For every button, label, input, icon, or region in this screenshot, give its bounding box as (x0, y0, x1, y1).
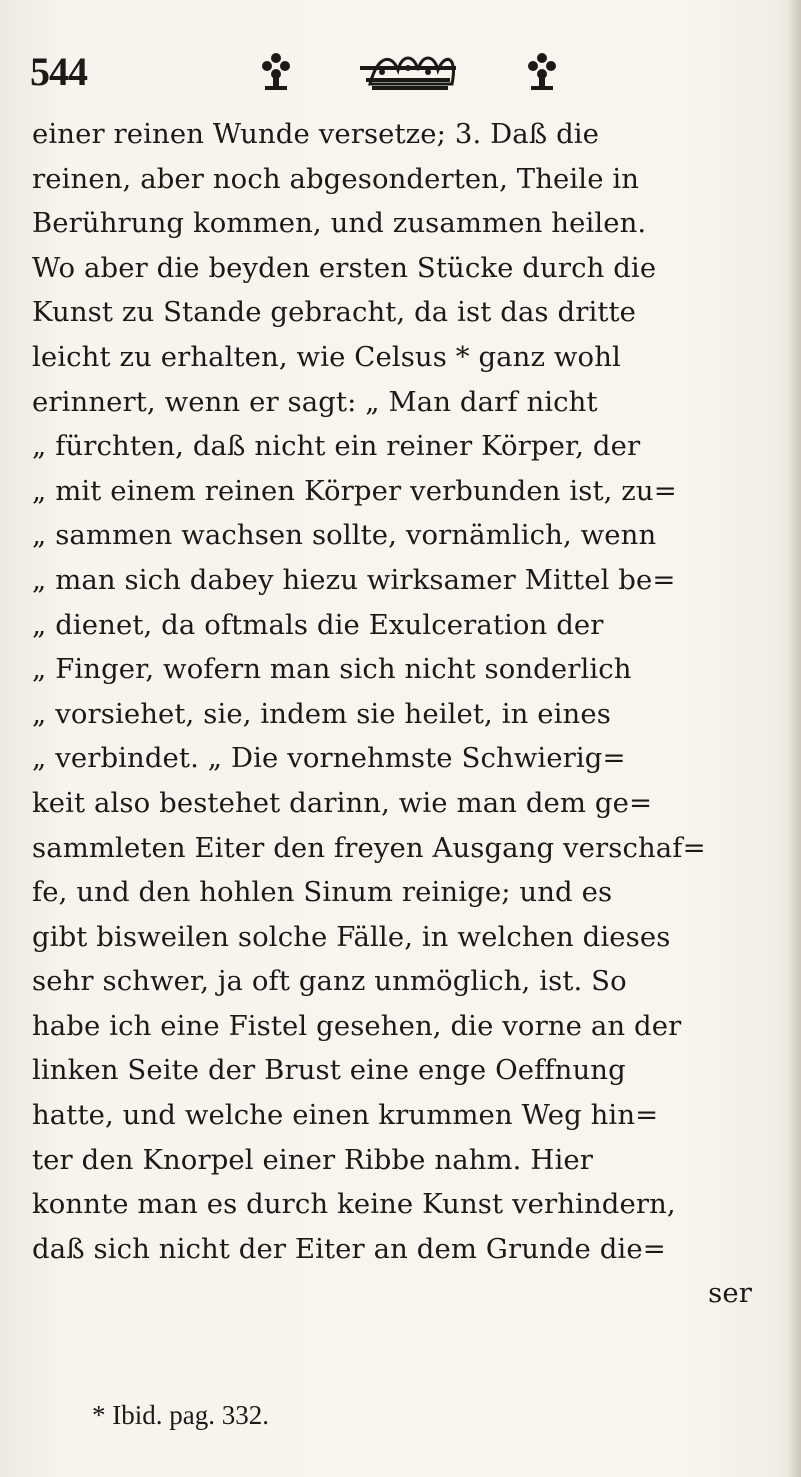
text-line: „ Finger, wofern man sich nicht sonderlich (32, 653, 632, 686)
text-line: erinnert, wenn er sagt: „ Man darf nicht (32, 385, 598, 418)
text-line: Berührung kommen, und zusammen heilen. (32, 207, 647, 240)
text-line: einer reinen Wunde versetze; 3. Daß die (32, 118, 600, 150)
text-line: „ sammen wachsen sollte, vornämlich, wenn (32, 519, 657, 552)
text-line: „ mit einem reinen Körper verbunden ist, zu= (32, 474, 677, 507)
footnote: * Ibid. pag. 332. (92, 1400, 269, 1430)
page-number: 544 (30, 49, 87, 94)
left-fleuron-icon (262, 53, 290, 90)
header-ornament-icon (252, 48, 572, 94)
text-line: Kunst zu Stande gebracht, da ist das dritte (32, 296, 637, 329)
right-fleuron-icon (528, 53, 556, 90)
catchword: ser (708, 1277, 752, 1310)
text-line: keit also bestehet darinn, wie man dem ge= (32, 786, 653, 819)
text-line: fe, und den hohlen Sinum reinige; und es (32, 876, 613, 909)
text-line: gibt bisweilen solche Fälle, in welchen dieses (32, 920, 671, 953)
text-line: Wo aber die beyden ersten Stücke durch die (32, 251, 657, 284)
text-line: reinen, aber noch abgesonderten, Theile in (32, 162, 640, 195)
text-line: „ man sich dabey hiezu wirksamer Mittel be= (32, 563, 676, 596)
page-header (30, 40, 770, 100)
text-line: linken Seite der Brust eine enge Oeffnung (32, 1054, 626, 1087)
text-line: „ vorsiehet, sie, indem sie heilet, in eines (32, 697, 611, 730)
text-line: sehr schwer, ja oft ganz unmöglich, ist. So (32, 965, 627, 998)
text-line: konnte man es durch keine Kunst verhindern, (32, 1188, 676, 1221)
text-line: daß sich nicht der Eiter an dem Grunde die= (32, 1232, 666, 1265)
text-line: „ fürchten, daß nicht ein reiner Körper, der (32, 430, 641, 463)
page-edge-shadow (787, 0, 801, 1477)
text-line: „ verbindet. „ Die vornehmste Schwierig= (32, 742, 626, 775)
text-line: hatte, und welche einen krummen Weg hin= (32, 1099, 659, 1132)
text-line: habe ich eine Fistel gesehen, die vorne an der (32, 1009, 682, 1042)
text-line: sammleten Eiter den freyen Ausgang verschaf= (32, 831, 706, 864)
text-line: ter den Knorpel einer Ribbe nahm. Hier (32, 1143, 593, 1176)
central-ornament-icon (360, 58, 456, 90)
text-line: leicht zu erhalten, wie Celsus * ganz wohl (32, 340, 621, 373)
body-text (32, 112, 772, 1316)
text-line: „ dienet, da oftmals die Exulceration der (32, 608, 604, 641)
